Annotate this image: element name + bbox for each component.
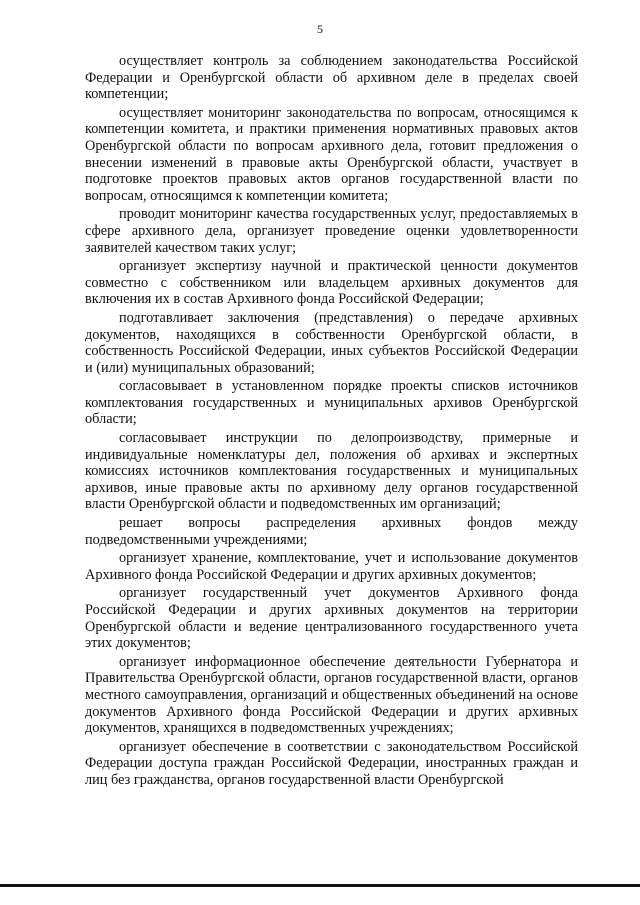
bottom-rule	[0, 884, 640, 887]
paragraph-source-lists: согласовывает в установленном порядке проекты списков источников комплектования государственных и муниципальных архивов Оренбургской области;	[85, 378, 578, 428]
paragraph-state-accounting: организует государственный учет документов Архивного фонда Российской Федерации и других архивных документов на территории Оренбургской области и ведение централизованного государственного учета этих документов;	[85, 585, 578, 652]
paragraph-storage: организует хранение, комплектование, учет и использование документов Архивного фонда Российской Федерации и других архивных документов;	[85, 550, 578, 583]
document-body	[85, 53, 578, 791]
paragraph-access: организует обеспечение в соответствии с законодательством Российской Федерации доступа граждан Российской Федерации, иностранных граждан и лиц без гражданства, органов государственной власти Оренбургской	[85, 738, 578, 788]
paragraph-legislation-monitoring: осуществляет мониторинг законодательства по вопросам, относящимся к компетенции комитета, и практики применения нормативных правовых актов Оренбургской области по вопросам архивного дела, готовит предложения о внесении изменений в правовые акты Оренбургской области, участвует в подготовке проектов правовых актов органов государственной власти по вопросам, относящимся к компетенции комитета;	[85, 104, 578, 204]
paragraph-service-quality: проводит мониторинг качества государственных услуг, предоставляемых в сфере архивного дела, организует проведение оценки удовлетворенности заявителей качеством таких услуг;	[85, 206, 578, 256]
paragraph-instructions: согласовывает инструкции по делопроизводству, примерные и индивидуальные номенклатуры дел, положения об архивах и экспертных комиссиях источников комплектования государственных и муниципальных архивов, иные правовые акты по архивному делу органов государственной власти Оренбургской области и подведомственных им организаций;	[85, 430, 578, 513]
paragraph-control: осуществляет контроль за соблюдением законодательства Российской Федерации и Оренбургской области об архивном деле в пределах своей компетенции;	[85, 53, 578, 103]
paragraph-fund-distribution: решает вопросы распределения архивных фондов между подведомственными учреждениями;	[85, 515, 578, 548]
page-number: 5	[317, 22, 323, 36]
paragraph-expertise: организует экспертизу научной и практической ценности документов совместно с собственником или владельцем архивных документов для включения их в состав Архивного фонда Российской Федерации;	[85, 258, 578, 308]
paragraph-transfer-conclusions: подготавливает заключения (представления) о передаче архивных документов, находящихся в собственности Оренбургской области, в собственность Российской Федерации, иных субъектов Российской Федерации и (или) муниципальных образований;	[85, 309, 578, 376]
paragraph-information-support: организует информационное обеспечение деятельности Губернатора и Правительства Оренбургской области, органов государственной власти, органов местного самоуправления, организаций и общественных объединений на основе документов Архивного фонда Российской Федерации и других архивных документов, хранящихся в подведомственных учреждениях;	[85, 653, 578, 737]
